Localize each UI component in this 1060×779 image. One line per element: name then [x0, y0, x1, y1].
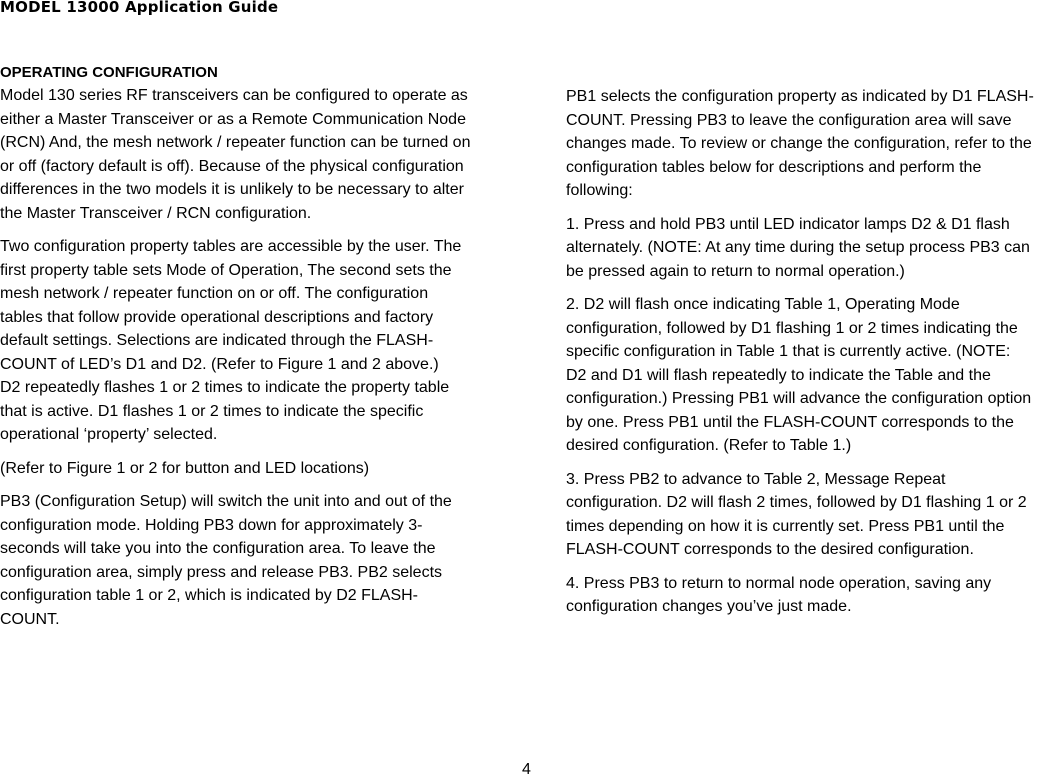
- text-line: specific configuration in Table 1 that is currently active. (NOTE:: [566, 343, 1011, 360]
- paragraph: [566, 85, 1060, 203]
- text-line: times depending on how it is currently set. Press PB1 until the: [566, 517, 1005, 535]
- text-line: D2 repeatedly flashes 1 or 2 times to indicate the property table: [0, 379, 450, 396]
- text-line: configuration mode. Holding PB3 down for approximately 3-: [0, 516, 423, 534]
- text-line: tables that follow provide operational descriptions and factory: [0, 308, 434, 326]
- paragraph: [566, 213, 1060, 284]
- paragraph: [0, 490, 500, 631]
- text-line: 2. D2 will flash once indicating Table 1, Operating Mode: [566, 296, 960, 313]
- text-line: operational ‘property’ selected.: [0, 426, 218, 443]
- paragraph: [566, 572, 1060, 619]
- paragraph: [566, 293, 1060, 458]
- text-line: the Master Transceiver / RCN configuration.: [0, 204, 312, 222]
- page-header-title: MODEL 13000 Application Guide: [0, 0, 279, 16]
- text-line: default settings. Selections are indicated through the FLASH-: [0, 332, 434, 349]
- text-line: configuration area, simply press and release PB3. PB2 selects: [0, 563, 443, 581]
- text-line: PB3 (Configuration Setup) will switch the unit into and out of the: [0, 493, 452, 510]
- text-line: configuration.) Pressing PB1 will advance the configuration option: [566, 390, 1032, 407]
- text-line: configuration changes you’ve just made.: [566, 598, 852, 615]
- text-line: by one. Press PB1 until the FLASH-COUNT corresponds to the: [566, 413, 1014, 431]
- text-line: FLASH-COUNT corresponds to the desired configuration.: [566, 541, 974, 558]
- text-line: either a Master Transceiver or as a Remote Communication Node: [0, 110, 466, 128]
- text-line: Two configuration property tables are accessible by the user. The: [0, 238, 462, 255]
- text-line: configuration table 1 or 2, which is indicated by D2 FLASH-: [0, 587, 418, 604]
- text-line: (Refer to Figure 1 or 2 for button and LED locations): [0, 459, 370, 477]
- section-heading: OPERATING CONFIGURATION: [0, 64, 218, 81]
- text-line: configuration, followed by D1 flashing 1 or 2 times indicating the: [566, 319, 1018, 337]
- text-line: alternately. (NOTE: At any time during the setup process PB3 can: [566, 239, 1030, 256]
- paragraph: [566, 468, 1060, 562]
- text-line: that is active. D1 flashes 1 or 2 times to indicate the specific: [0, 402, 424, 420]
- text-line: desired configuration. (Refer to Table 1.): [566, 437, 852, 454]
- text-line: 1. Press and hold PB3 until LED indicator lamps D2 & D1 flash: [566, 215, 1010, 233]
- text-line: COUNT. Pressing PB3 to leave the configuration area will save: [566, 111, 1012, 129]
- text-line: 3. Press PB2 to advance to Table 2, Message Repeat: [566, 470, 946, 488]
- text-line: COUNT of LED’s D1 and D2. (Refer to Figure 1 and 2 above.): [0, 355, 439, 373]
- text-line: configuration tables below for descriptions and perform the: [566, 158, 982, 176]
- left-column: [0, 61, 500, 641]
- right-column: [566, 85, 1060, 629]
- text-line: mesh network / repeater function on or off. The configuration: [0, 285, 429, 302]
- text-line: COUNT.: [0, 610, 60, 628]
- text-line: 4. Press PB3 to return to normal node operation, saving any: [566, 574, 992, 592]
- paragraph: [0, 457, 500, 481]
- text-line: seconds will take you into the configuration area. To leave the: [0, 540, 436, 557]
- text-line: Model 130 series RF transceivers can be configured to operate as: [0, 87, 468, 104]
- left-paragraphs: [0, 84, 500, 631]
- text-line: D2 and D1 will flash repeatedly to indicate the Table and the: [566, 366, 991, 384]
- paragraph: [0, 84, 500, 225]
- text-line: configuration. D2 will flash 2 times, followed by D1 flashing 1 or 2: [566, 494, 1027, 511]
- text-line: be pressed again to return to normal operation.): [566, 262, 905, 280]
- text-line: (RCN) And, the mesh network / repeater function can be turned on: [0, 134, 471, 151]
- page-number: 4: [522, 761, 531, 778]
- text-line: differences in the two models it is unlikely to be necessary to alter: [0, 181, 464, 198]
- text-line: changes made. To review or change the configuration, refer to the: [566, 135, 1032, 152]
- right-paragraphs: [566, 85, 1060, 619]
- text-line: following:: [566, 182, 633, 199]
- text-line: or off (factory default is off). Because of the physical configuration: [0, 157, 464, 175]
- text-line: first property table sets Mode of Operation, The second sets the: [0, 261, 452, 279]
- paragraph: [0, 235, 500, 447]
- text-line: PB1 selects the configuration property as indicated by D1 FLASH-: [566, 88, 1034, 105]
